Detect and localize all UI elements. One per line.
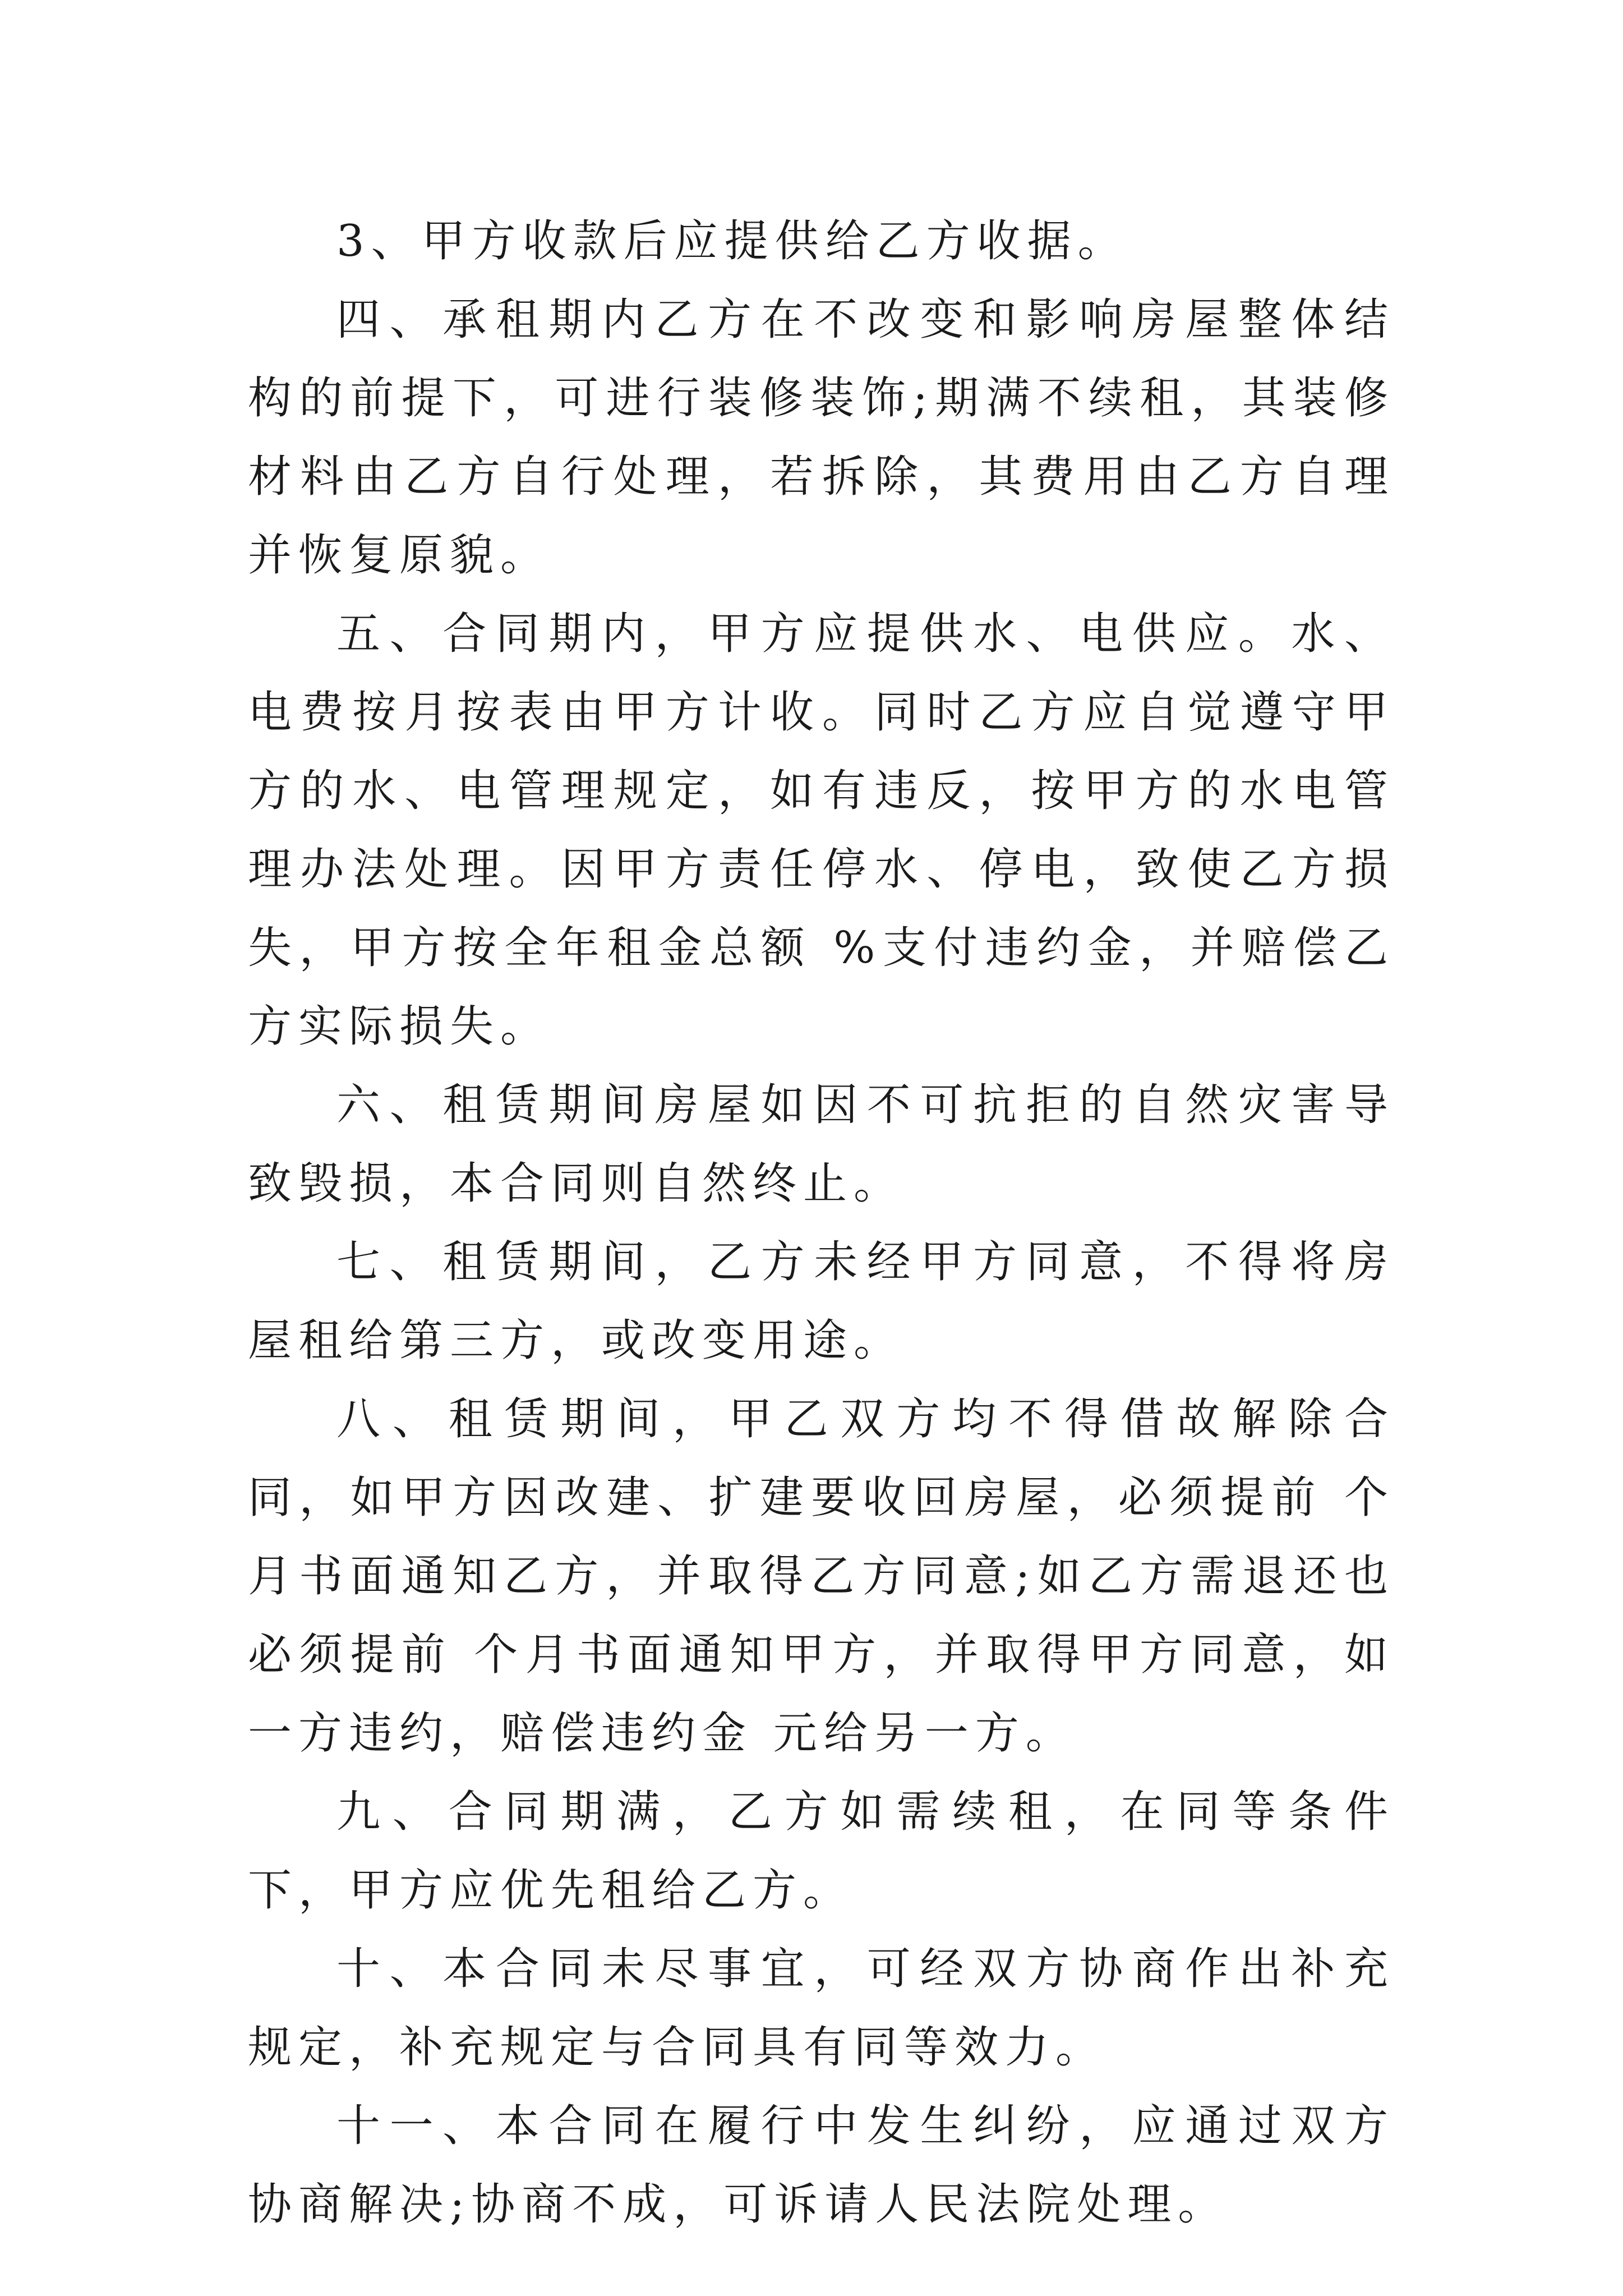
clause-10-supplement: 十、本合同未尽事宜，可经双方协商作出补充规定，补充规定与合同具有同等效力。 — [248, 1944, 1395, 2073]
document-body — [248, 202, 1395, 2244]
clause-4-renovation: 四、承租期内乙方在不改变和影响房屋整体结构的前提下，可进行装修装饰;期满不续租，其装修材料由乙方自行处理，若拆除，其费用由乙方自理并恢复原貌。 — [248, 295, 1395, 581]
clause-8-termination: 八、租赁期间，甲乙双方均不得借故解除合同，如甲方因改建、扩建要收回房屋，必须提前 个月书面通知乙方，并取得乙方同意;如乙方需退还也必须提前 个月书面通知甲方，并取得甲方同意，如一方违约，赔偿违约金 元给另一方。 — [248, 1394, 1395, 1759]
clause-3-receipt: 3、甲方收款后应提供给乙方收据。 — [336, 216, 1128, 266]
clause-11-disputes: 十一、本合同在履行中发生纠纷，应通过双方协商解决;协商不成，可诉请人民法院处理。 — [248, 2101, 1395, 2230]
clause-9-renewal: 九、合同期满，乙方如需续租，在同等条件下，甲方应优先租给乙方。 — [248, 1787, 1395, 1916]
clause-6-force-majeure: 六、租赁期间房屋如因不可抗拒的自然灾害导致毁损，本合同则自然终止。 — [248, 1080, 1395, 1209]
clause-5-utilities: 五、合同期内，甲方应提供水、电供应。水、电费按月按表由甲方计收。同时乙方应自觉遵守甲方的水、电管理规定，如有违反，按甲方的水电管理办法处理。因甲方责任停水、停电，致使乙方损失，甲方按全年租金总额 %支付违约金，并赔偿乙方实际损失。 — [248, 609, 1395, 1052]
clause-7-sublease: 七、租赁期间，乙方未经甲方同意，不得将房屋租给第三方，或改变用途。 — [248, 1237, 1395, 1366]
